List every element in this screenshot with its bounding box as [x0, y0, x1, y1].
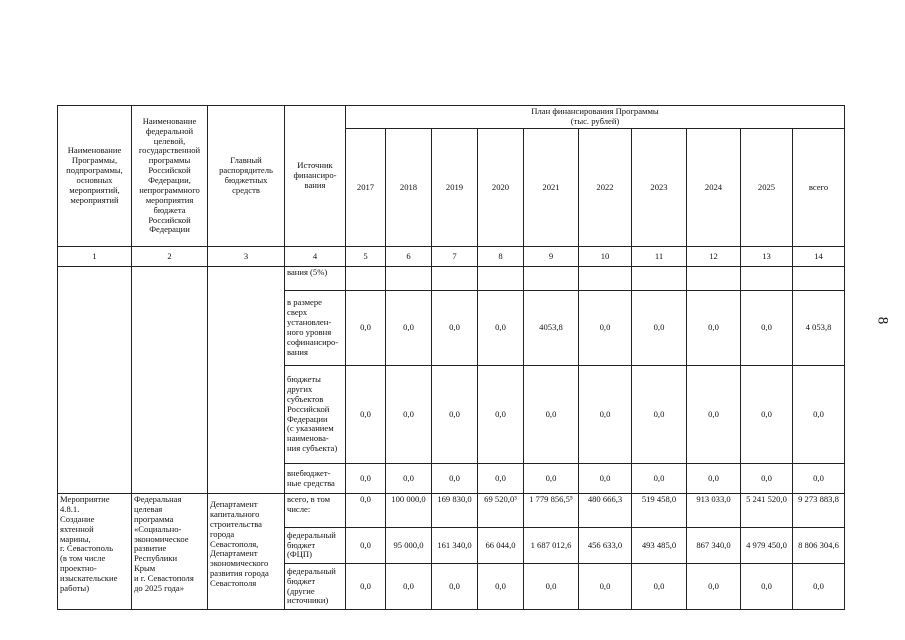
value-cell: 0,0	[432, 464, 478, 494]
value-cell: 0,0	[386, 291, 432, 366]
value-cell: 0,0	[741, 291, 793, 366]
value-cell	[741, 267, 793, 291]
value-cell: 9 273 883,8	[793, 494, 845, 528]
value-cell: 0,0	[432, 366, 478, 464]
value-cell: 161 340,0	[432, 528, 478, 564]
source-cell: внебюджет- ные средства	[285, 464, 346, 494]
value-cell: 0,0	[687, 564, 741, 610]
header-col-source: Источник финансиро- вания	[285, 106, 346, 247]
value-cell: 0,0	[687, 464, 741, 494]
value-cell: 0,0	[741, 564, 793, 610]
header-year: 2018	[386, 129, 432, 247]
value-cell: 0,0	[346, 494, 386, 528]
value-cell: 4 053,8	[793, 291, 845, 366]
value-cell: 100 000,0	[386, 494, 432, 528]
value-cell: 5 241 520,0	[741, 494, 793, 528]
value-cell: 0,0	[386, 464, 432, 494]
value-cell: 0,0	[346, 291, 386, 366]
table-row	[58, 267, 845, 291]
value-cell: 0,0	[579, 564, 632, 610]
value-cell: 0,0	[386, 366, 432, 464]
value-cell: 4 979 450,0	[741, 528, 793, 564]
value-cell	[432, 267, 478, 291]
value-cell: 0,0	[432, 564, 478, 610]
value-cell: 69 520,0³	[478, 494, 524, 528]
value-cell: 0,0	[524, 366, 579, 464]
column-index: 14	[793, 247, 845, 267]
value-cell	[478, 267, 524, 291]
value-cell: 66 044,0	[478, 528, 524, 564]
value-cell: 0,0	[346, 564, 386, 610]
value-cell: 0,0	[632, 291, 687, 366]
value-cell: 0,0	[579, 366, 632, 464]
column-index: 11	[632, 247, 687, 267]
value-cell: 867 340,0	[687, 528, 741, 564]
value-cell: 0,0	[432, 291, 478, 366]
value-cell: 913 033,0	[687, 494, 741, 528]
column-index: 8	[478, 247, 524, 267]
measure-program-cell: Федеральная целевая программа «Социально- экономическое развитие Республики Крым и г. Севастополя до 2025 года»	[132, 494, 208, 610]
source-cell: вания (5%)	[285, 267, 346, 291]
value-cell: 0,0	[741, 464, 793, 494]
value-cell: 0,0	[478, 464, 524, 494]
header-year: 2020	[478, 129, 524, 247]
measure-name-cell: Мероприятие 4.8.1. Создание яхтенной марины, г. Севастополь (в том числе проектно- изыскательские работы)	[58, 494, 132, 610]
value-cell: 0,0	[632, 464, 687, 494]
value-cell	[346, 267, 386, 291]
header-col-federal-program: Наименование федеральной целевой, государственной программы Российской Федерации, непрограммного мероприятия бюджета Российской Федерации	[132, 106, 208, 247]
header-year: 2017	[346, 129, 386, 247]
value-cell: 519 458,0	[632, 494, 687, 528]
value-cell: 480 666,3	[579, 494, 632, 528]
empty-cell	[132, 267, 208, 494]
value-cell: 0,0	[579, 464, 632, 494]
value-cell: 1 687 012,6	[524, 528, 579, 564]
header-row-top	[58, 106, 845, 129]
source-cell: федеральный бюджет (другие источники)	[285, 564, 346, 610]
value-cell: 0,0	[346, 366, 386, 464]
value-cell	[579, 267, 632, 291]
measure-administrator-cell: Департамент капитального строительства города Севастополя, Департамент экономического развития города Севастополя	[208, 494, 285, 610]
column-index: 5	[346, 247, 386, 267]
column-index: 7	[432, 247, 478, 267]
value-cell: 0,0	[793, 464, 845, 494]
value-cell: 8 806 304,6	[793, 528, 845, 564]
value-cell: 0,0	[632, 366, 687, 464]
column-index: 10	[579, 247, 632, 267]
value-cell	[632, 267, 687, 291]
header-year: 2023	[632, 129, 687, 247]
empty-cell	[208, 267, 285, 494]
column-index: 3	[208, 247, 285, 267]
header-total: всего	[793, 129, 845, 247]
header-year: 2024	[687, 129, 741, 247]
value-cell: 0,0	[579, 291, 632, 366]
header-year: 2022	[579, 129, 632, 247]
source-cell: федеральный бюджет (ФЦП)	[285, 528, 346, 564]
value-cell: 0,0	[346, 464, 386, 494]
financing-table	[57, 105, 845, 610]
value-cell: 0,0	[793, 366, 845, 464]
column-index: 1	[58, 247, 132, 267]
source-cell: всего, в том числе:	[285, 494, 346, 528]
column-index-row	[58, 247, 845, 267]
header-year: 2021	[524, 129, 579, 247]
value-cell: 0,0	[478, 366, 524, 464]
source-cell: в размере сверх установлен- ного уровня софинансиро- вания	[285, 291, 346, 366]
value-cell: 0,0	[386, 564, 432, 610]
value-cell: 0,0	[793, 564, 845, 610]
value-cell: 0,0	[524, 564, 579, 610]
column-index: 4	[285, 247, 346, 267]
header-year: 2019	[432, 129, 478, 247]
value-cell: 4053,8	[524, 291, 579, 366]
value-cell	[386, 267, 432, 291]
value-cell: 0,0	[632, 564, 687, 610]
column-index: 2	[132, 247, 208, 267]
empty-cell	[58, 267, 132, 494]
value-cell: 0,0	[741, 366, 793, 464]
value-cell: 493 485,0	[632, 528, 687, 564]
value-cell	[793, 267, 845, 291]
header-year: 2025	[741, 129, 793, 247]
value-cell: 0,0	[346, 528, 386, 564]
value-cell: 169 830,0	[432, 494, 478, 528]
header-col-administrator: Главный распорядитель бюджетных средств	[208, 106, 285, 247]
column-index: 13	[741, 247, 793, 267]
source-cell: бюджеты других субъектов Российской Федерации (с указанием наименова- ния субъекта)	[285, 366, 346, 464]
header-plan-title: План финансирования Программы (тыс. рублей)	[346, 106, 845, 129]
value-cell: 0,0	[687, 366, 741, 464]
column-index: 9	[524, 247, 579, 267]
value-cell: 1 779 856,5⁵	[524, 494, 579, 528]
value-cell: 0,0	[524, 464, 579, 494]
value-cell: 0,0	[478, 564, 524, 610]
value-cell: 456 633,0	[579, 528, 632, 564]
value-cell: 0,0	[687, 291, 741, 366]
value-cell	[524, 267, 579, 291]
table-row	[58, 494, 845, 528]
value-cell: 95 000,0	[386, 528, 432, 564]
value-cell	[687, 267, 741, 291]
header-col-program-name: Наименование Программы, подпрограммы, основных мероприятий, мероприятий	[58, 106, 132, 247]
value-cell: 0,0	[478, 291, 524, 366]
column-index: 6	[386, 247, 432, 267]
column-index: 12	[687, 247, 741, 267]
page-number: 8	[874, 316, 891, 325]
